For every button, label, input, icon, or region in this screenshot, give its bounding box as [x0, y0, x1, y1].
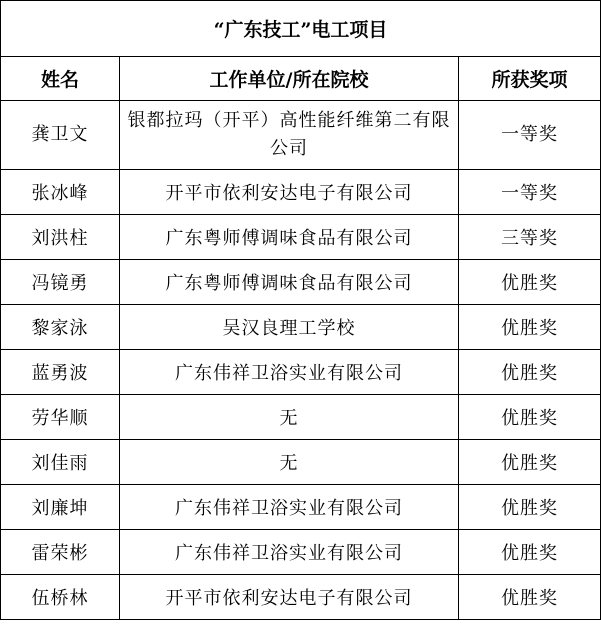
cell-name: 张冰峰	[1, 170, 120, 215]
cell-award: 三等奖	[459, 215, 601, 260]
table-row	[1, 170, 601, 215]
cell-award: 优胜奖	[459, 350, 601, 395]
table-row	[1, 575, 601, 620]
cell-name: 龚卫文	[1, 101, 120, 170]
cell-org: 开平市依利安达电子有限公司	[120, 170, 459, 215]
cell-award: 优胜奖	[459, 395, 601, 440]
header-award: 所获奖项	[459, 57, 601, 101]
table-row	[1, 101, 601, 170]
cell-org: 广东伟祥卫浴实业有限公司	[120, 350, 459, 395]
cell-org: 银都拉玛（开平）高性能纤维第二有限公司	[120, 101, 459, 170]
table-row	[1, 260, 601, 305]
cell-name: 蓝勇波	[1, 350, 120, 395]
header-org: 工作单位/所在院校	[120, 57, 459, 101]
table-row	[1, 395, 601, 440]
table-row	[1, 215, 601, 260]
cell-name: 刘廉坤	[1, 485, 120, 530]
header-name: 姓名	[1, 57, 120, 101]
table-row	[1, 440, 601, 485]
table-row	[1, 530, 601, 575]
cell-name: 刘洪柱	[1, 215, 120, 260]
cell-org: 吴汉良理工学校	[120, 305, 459, 350]
cell-org: 开平市依利安达电子有限公司	[120, 575, 459, 620]
table-row	[1, 305, 601, 350]
cell-org: 无	[120, 440, 459, 485]
table-row	[1, 485, 601, 530]
cell-name: 冯镜勇	[1, 260, 120, 305]
cell-award: 优胜奖	[459, 260, 601, 305]
title-row	[1, 1, 601, 57]
cell-name: 劳华顺	[1, 395, 120, 440]
table-row	[1, 350, 601, 395]
cell-org: 广东粤师傅调味食品有限公司	[120, 215, 459, 260]
cell-name: 黎家泳	[1, 305, 120, 350]
cell-award: 优胜奖	[459, 305, 601, 350]
table-title: “广东技工”电工项目	[1, 1, 601, 57]
cell-org: 无	[120, 395, 459, 440]
cell-name: 雷荣彬	[1, 530, 120, 575]
cell-org: 广东粤师傅调味食品有限公司	[120, 260, 459, 305]
cell-org: 广东伟祥卫浴实业有限公司	[120, 530, 459, 575]
header-row	[1, 57, 601, 101]
cell-award: 优胜奖	[459, 575, 601, 620]
cell-name: 刘佳雨	[1, 440, 120, 485]
cell-org: 广东伟祥卫浴实业有限公司	[120, 485, 459, 530]
cell-award: 一等奖	[459, 101, 601, 170]
cell-award: 优胜奖	[459, 530, 601, 575]
cell-award: 一等奖	[459, 170, 601, 215]
cell-name: 伍桥林	[1, 575, 120, 620]
cell-award: 优胜奖	[459, 440, 601, 485]
cell-award: 优胜奖	[459, 485, 601, 530]
